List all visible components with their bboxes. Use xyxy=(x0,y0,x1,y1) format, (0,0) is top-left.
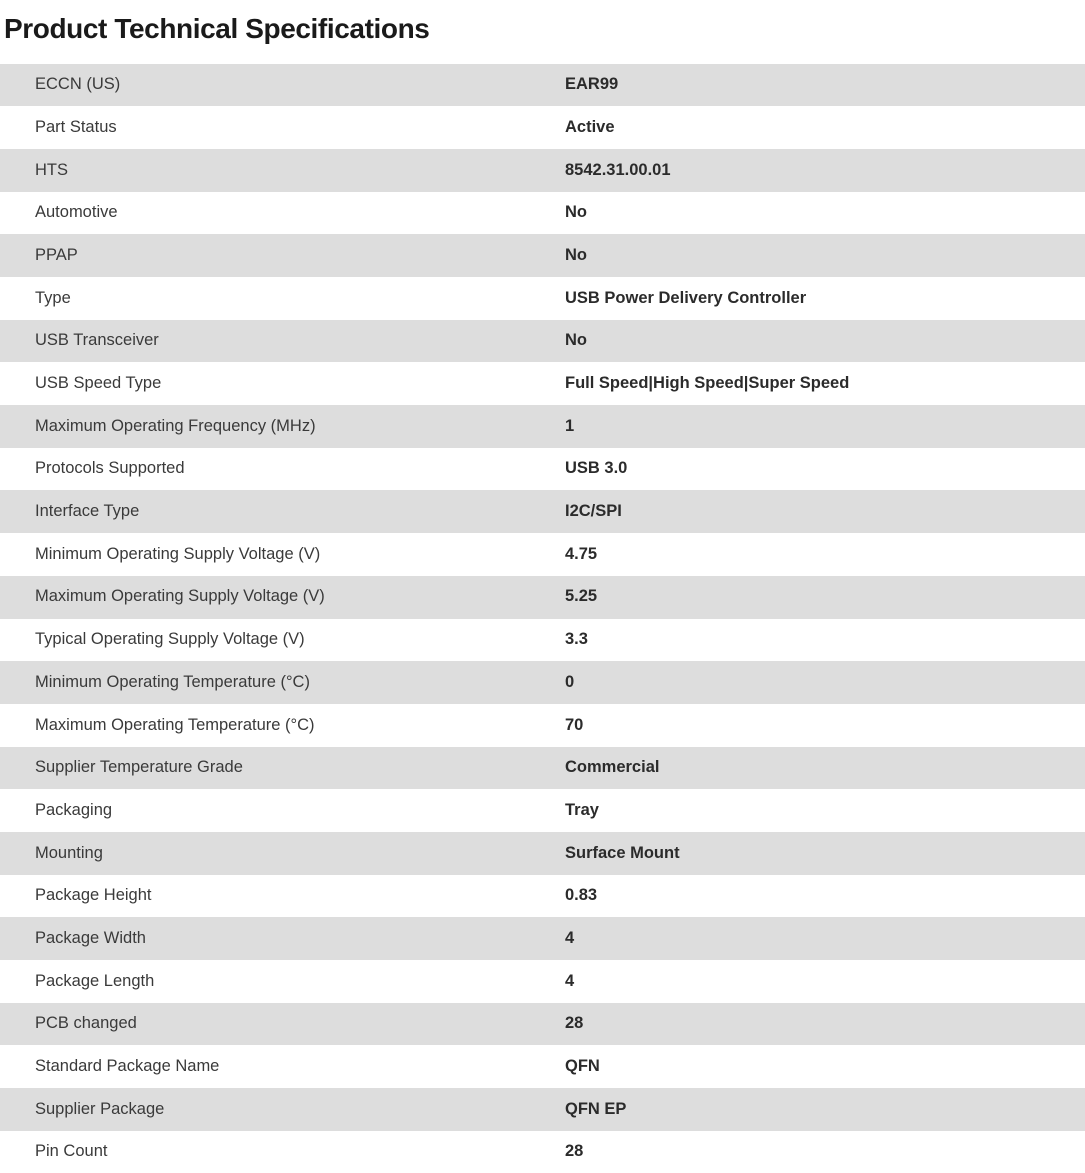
spec-value: 70 xyxy=(565,715,584,734)
spec-label: Package Length xyxy=(35,971,155,990)
table-row xyxy=(0,704,1085,747)
table-row xyxy=(0,405,1085,448)
spec-label: Supplier Package xyxy=(35,1099,165,1118)
page-title: Product Technical Specifications xyxy=(4,13,430,44)
spec-label: Protocols Supported xyxy=(35,459,185,478)
spec-value: 5.25 xyxy=(565,587,598,606)
table-row xyxy=(0,960,1085,1003)
spec-label: Automotive xyxy=(35,203,118,222)
spec-label: Pin Count xyxy=(35,1142,108,1161)
spec-label: Mounting xyxy=(35,843,103,862)
spec-value: USB 3.0 xyxy=(565,459,628,478)
spec-value: 1 xyxy=(565,416,575,435)
table-row xyxy=(0,277,1085,320)
spec-value: No xyxy=(565,203,587,222)
specifications-table-body xyxy=(0,64,1085,1173)
spec-value: USB Power Delivery Controller xyxy=(565,288,807,307)
spec-label: Standard Package Name xyxy=(35,1057,220,1076)
table-row xyxy=(0,576,1085,619)
spec-label: HTS xyxy=(35,160,68,179)
spec-value: No xyxy=(565,331,587,350)
spec-value: Commercial xyxy=(565,758,660,777)
spec-label: Packaging xyxy=(35,800,113,819)
spec-label: Maximum Operating Temperature (°C) xyxy=(35,715,315,734)
spec-value: 0 xyxy=(565,672,575,691)
spec-value: 28 xyxy=(565,1142,584,1161)
spec-value: I2C/SPI xyxy=(565,502,622,521)
table-row xyxy=(0,661,1085,704)
table-row xyxy=(0,789,1085,832)
spec-value: 4 xyxy=(565,928,575,947)
table-row xyxy=(0,234,1085,277)
table-row xyxy=(0,448,1085,491)
specifications-table xyxy=(0,64,1085,1173)
table-row xyxy=(0,106,1085,149)
spec-value: No xyxy=(565,245,587,264)
spec-value: QFN xyxy=(565,1057,600,1076)
spec-label: Minimum Operating Temperature (°C) xyxy=(35,672,310,691)
table-row xyxy=(0,192,1085,235)
table-row xyxy=(0,1088,1085,1131)
spec-value: 0.83 xyxy=(565,886,598,905)
spec-label: Part Status xyxy=(35,117,117,136)
table-row xyxy=(0,1045,1085,1088)
spec-label: Typical Operating Supply Voltage (V) xyxy=(35,630,305,649)
table-row xyxy=(0,149,1085,192)
spec-label: PCB changed xyxy=(35,1014,137,1033)
table-row xyxy=(0,533,1085,576)
spec-value: Tray xyxy=(565,800,599,819)
spec-value: Surface Mount xyxy=(565,843,680,862)
table-row xyxy=(0,875,1085,918)
spec-value: 4 xyxy=(565,971,575,990)
table-row xyxy=(0,917,1085,960)
spec-label: Maximum Operating Frequency (MHz) xyxy=(35,416,316,435)
spec-label: Interface Type xyxy=(35,502,140,521)
spec-label: USB Transceiver xyxy=(35,331,159,350)
spec-label: Supplier Temperature Grade xyxy=(35,758,243,777)
spec-label: USB Speed Type xyxy=(35,374,162,393)
spec-value: Active xyxy=(565,117,615,136)
spec-value: Full Speed|High Speed|Super Speed xyxy=(565,374,850,393)
table-row xyxy=(0,490,1085,533)
spec-value: 4.75 xyxy=(565,544,598,563)
spec-value: 28 xyxy=(565,1014,584,1033)
table-row xyxy=(0,362,1085,405)
spec-label: Type xyxy=(35,288,71,307)
spec-value: 3.3 xyxy=(565,630,588,649)
table-row xyxy=(0,1003,1085,1046)
table-row xyxy=(0,64,1085,107)
table-row xyxy=(0,619,1085,662)
spec-label: Package Width xyxy=(35,928,146,947)
table-row xyxy=(0,320,1085,363)
spec-label: PPAP xyxy=(35,245,78,264)
table-row xyxy=(0,832,1085,875)
spec-label: ECCN (US) xyxy=(35,75,121,94)
spec-value: 8542.31.00.01 xyxy=(565,160,671,179)
table-row xyxy=(0,1131,1085,1173)
spec-label: Package Height xyxy=(35,886,152,905)
spec-value: EAR99 xyxy=(565,75,619,94)
spec-label: Minimum Operating Supply Voltage (V) xyxy=(35,544,321,563)
spec-label: Maximum Operating Supply Voltage (V) xyxy=(35,587,325,606)
table-row xyxy=(0,747,1085,790)
spec-value: QFN EP xyxy=(565,1099,627,1118)
